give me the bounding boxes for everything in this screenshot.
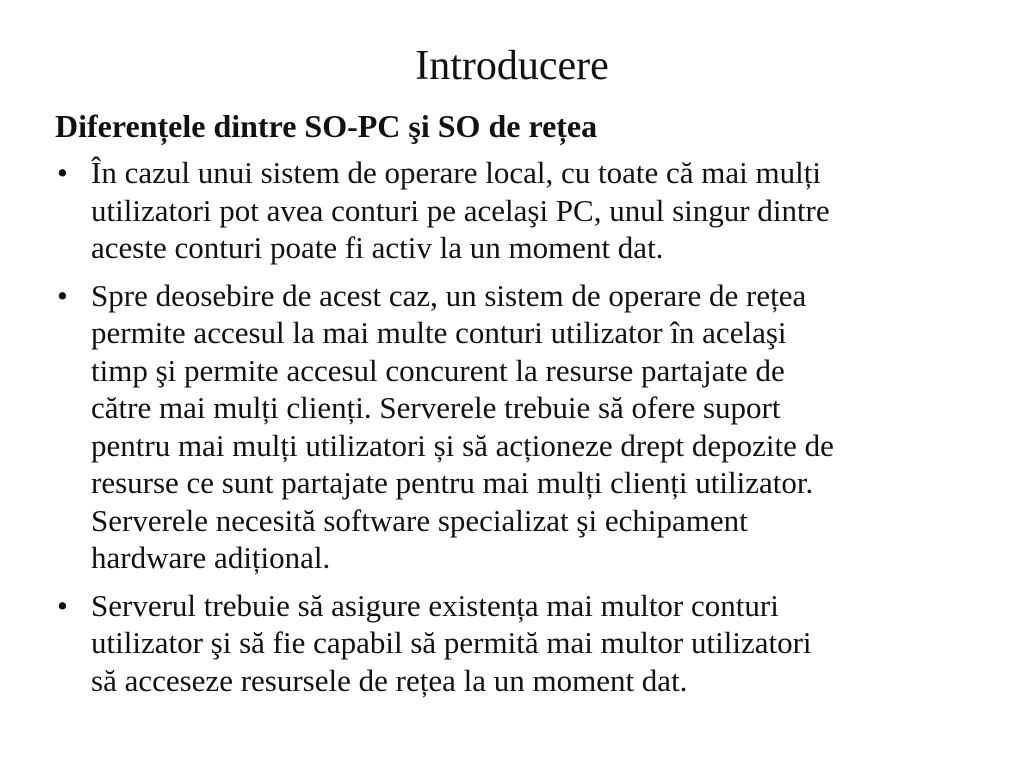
bullet-line: Serverul trebuie să asigure existența mai multor conturi [91,587,779,623]
bullet-line: aceste conturi poate fi activ la un moment dat. [91,230,664,265]
bullet-line: În cazul unui sistem de operare local, cu toate că mai mulți [91,155,821,190]
bullet-line: utilizator şi să fie capabil să permită mai multor utilizatori [91,625,812,660]
bullet-line: permite accesul la mai multe conturi utilizator în acelaşi [91,315,787,350]
bullet-line: Serverele necesită software specializat şi echipament [91,502,748,538]
bullet-line: către mai mulți clienți. Serverele trebuie să ofere suport [91,390,781,425]
slide-subtitle: Diferențele dintre SO-PC şi SO de rețea [55,108,598,144]
bullet-item [55,277,1021,577]
bullet-icon: • [57,277,68,313]
bullet-line: timp şi permite accesul concurent la resurse partajate de [91,352,785,388]
bullet-line: pentru mai mulți utilizatori și să acționeze drept depozite de [91,427,834,463]
bullet-icon: • [57,155,68,190]
bullet-icon: • [57,587,68,623]
bullet-list [55,154,1021,709]
slide-title: Introducere [415,43,609,89]
bullet-line: Spre deosebire de acest caz, un sistem de operare de rețea [91,277,807,313]
bullet-line: utilizatori pot avea conturi pe acelaşi PC, unul singur dintre [91,192,830,228]
bullet-line: să acceseze resursele de rețea la un moment dat. [91,662,688,698]
bullet-line: resurse ce sunt partajate pentru mai mulți clienți utilizator. [91,465,814,500]
bullet-line: hardware adițional. [91,540,331,575]
bullet-item [55,154,1021,267]
bullet-item [55,587,1021,700]
